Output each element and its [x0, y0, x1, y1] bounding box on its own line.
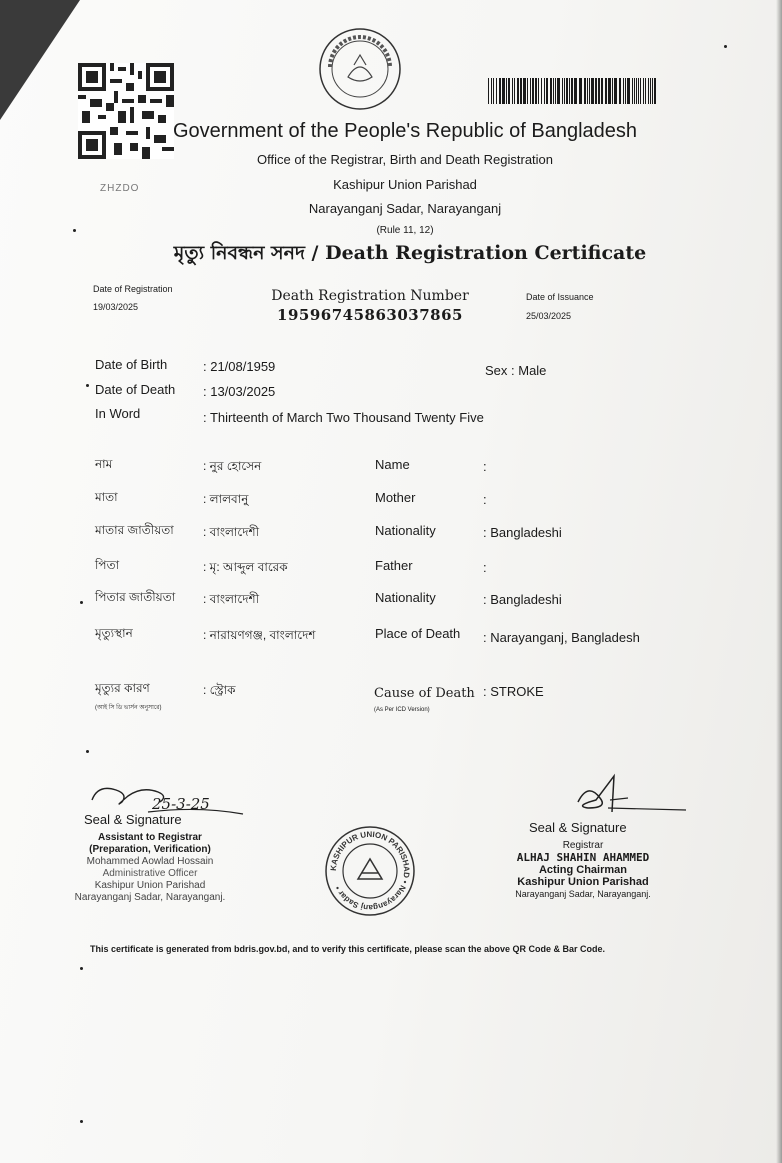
dob-label: Date of Birth [95, 357, 168, 372]
left-signatory-role: Assistant to Registrar [98, 832, 202, 843]
cause-en-value: : STROKE [483, 684, 544, 699]
qr-code-caption: ZHZDO [100, 183, 140, 194]
place-of-death-en-label: Place of Death [375, 626, 461, 641]
mother-en-value: : [483, 492, 487, 507]
right-signatory-office: Kashipur Union Parishad [517, 876, 649, 888]
cause-bn-note: (আই সি ডি ভার্সন অনুসারে) [95, 705, 162, 711]
name-bn-value: : নুর হোসেন [203, 459, 262, 473]
union-parishad-seal-icon [324, 825, 416, 917]
left-seal-label: Seal & Signature [84, 812, 182, 827]
right-signatory-location: Narayanganj Sadar, Narayanganj. [515, 889, 651, 899]
cause-en-label: Cause of Death [374, 686, 475, 701]
qr-code-icon [78, 63, 174, 159]
scan-speck [73, 229, 76, 232]
page-fold-shadow [0, 0, 80, 120]
page-edge-shadow [776, 0, 782, 1163]
issuance-date-value: 25/03/2025 [526, 311, 572, 321]
scan-speck [724, 45, 727, 48]
mother-nationality-bn-value: : বাংলাদেশী [203, 525, 260, 539]
dob-value: : 21/08/1959 [203, 359, 276, 374]
right-signatory-role: Registrar [562, 840, 604, 851]
place-of-death-bn-value: : নারায়ণগঞ্জ, বাংলাদেশ [203, 628, 316, 642]
issuance-date-label: Date of Issuance [526, 292, 594, 302]
left-signature-date: 25-3-25 [152, 795, 210, 813]
right-signatory-name: ALHAJ SHAHIN AHAMMED [516, 851, 650, 864]
scan-speck [80, 967, 83, 970]
father-nationality-en-label: Nationality [375, 590, 436, 605]
mother-bn-value: : লালবানু [203, 492, 249, 506]
government-title: Government of the People's Republic of Bangladesh [172, 120, 638, 142]
place-of-death-bn-label: মৃত্যুস্থান [95, 626, 133, 640]
registration-number: 19596745863037865 [277, 306, 463, 324]
dod-value: : 13/03/2025 [203, 384, 276, 399]
right-seal-label: Seal & Signature [529, 820, 627, 835]
inword-value: : Thirteenth of March Two Thousand Twenty Five [203, 410, 484, 425]
father-bn-label: পিতা [95, 558, 120, 572]
mother-nationality-en-label: Nationality [375, 523, 436, 538]
left-signatory-block [70, 832, 230, 904]
name-bn-label: নাম [95, 457, 113, 471]
registration-number-label: Death Registration Number [271, 288, 469, 304]
name-en-label: Name [375, 457, 410, 472]
scan-speck [86, 750, 89, 753]
father-en-value: : [483, 560, 487, 575]
father-nationality-bn-value: : বাংলাদেশী [203, 592, 260, 606]
right-signatory-block [498, 840, 668, 900]
cause-bn-label: মৃত্যুর কারণ [95, 681, 150, 695]
cause-bn-value: : স্ট্রোক [203, 683, 236, 697]
registration-date-label: Date of Registration [93, 284, 173, 294]
inword-label: In Word [95, 406, 141, 421]
left-signatory-designation: Administrative Officer [102, 868, 198, 879]
left-signatory-name: Mohammed Aowlad Hossain [86, 856, 214, 867]
certificate-title: মৃত্যু নিবন্ধন সনদ / Death Registration Certificate [173, 242, 647, 264]
place-of-death-en-value: : Narayanganj, Bangladesh [483, 630, 640, 645]
location-title: Narayanganj Sadar, Narayanganj [308, 201, 502, 216]
barcode-icon [488, 78, 658, 104]
mother-en-label: Mother [375, 490, 416, 505]
sex-value: Sex : Male [485, 363, 547, 378]
verification-footer-note: This certificate is generated from bdris.gov.bd, and to verify this certificate, please scan the above QR Code & Bar Code. [90, 944, 605, 954]
scan-speck [80, 601, 83, 604]
father-nationality-bn-label: পিতার জাতীয়তা [95, 590, 176, 604]
scan-speck [80, 1120, 83, 1123]
svg-text:KASHIPUR UNION PARISHAD • Nara [329, 830, 411, 912]
cause-en-note: (As Per ICD Version) [374, 707, 430, 713]
name-en-value: : [483, 459, 487, 474]
office-title: Office of the Registrar, Birth and Death Registration [256, 152, 554, 167]
rule-note: (Rule 11, 12) [376, 225, 434, 236]
government-emblem-icon [318, 27, 402, 111]
father-en-label: Father [375, 558, 413, 573]
mother-nationality-bn-label: মাতার জাতীয়তা [95, 523, 174, 537]
mother-bn-label: মাতা [95, 490, 118, 504]
mother-nationality-en-value: : Bangladeshi [483, 525, 562, 540]
left-signatory-task: (Preparation, Verification) [89, 844, 211, 855]
dod-label: Date of Death [95, 382, 176, 397]
union-title: Kashipur Union Parishad [333, 177, 477, 192]
father-bn-value: : মৃ: আব্দুল বারেক [203, 560, 288, 574]
left-signatory-location: Narayanganj Sadar, Narayanganj. [74, 892, 226, 903]
right-signature-scribble [568, 772, 688, 822]
registration-date-value: 19/03/2025 [93, 302, 139, 312]
left-signatory-office: Kashipur Union Parishad [94, 880, 206, 891]
father-nationality-en-value: : Bangladeshi [483, 592, 562, 607]
right-signatory-designation: Acting Chairman [538, 864, 627, 876]
scan-speck [86, 384, 89, 387]
seal-text: KASHIPUR UNION PARISHAD • Narayanganj Sadar • [328, 829, 412, 913]
